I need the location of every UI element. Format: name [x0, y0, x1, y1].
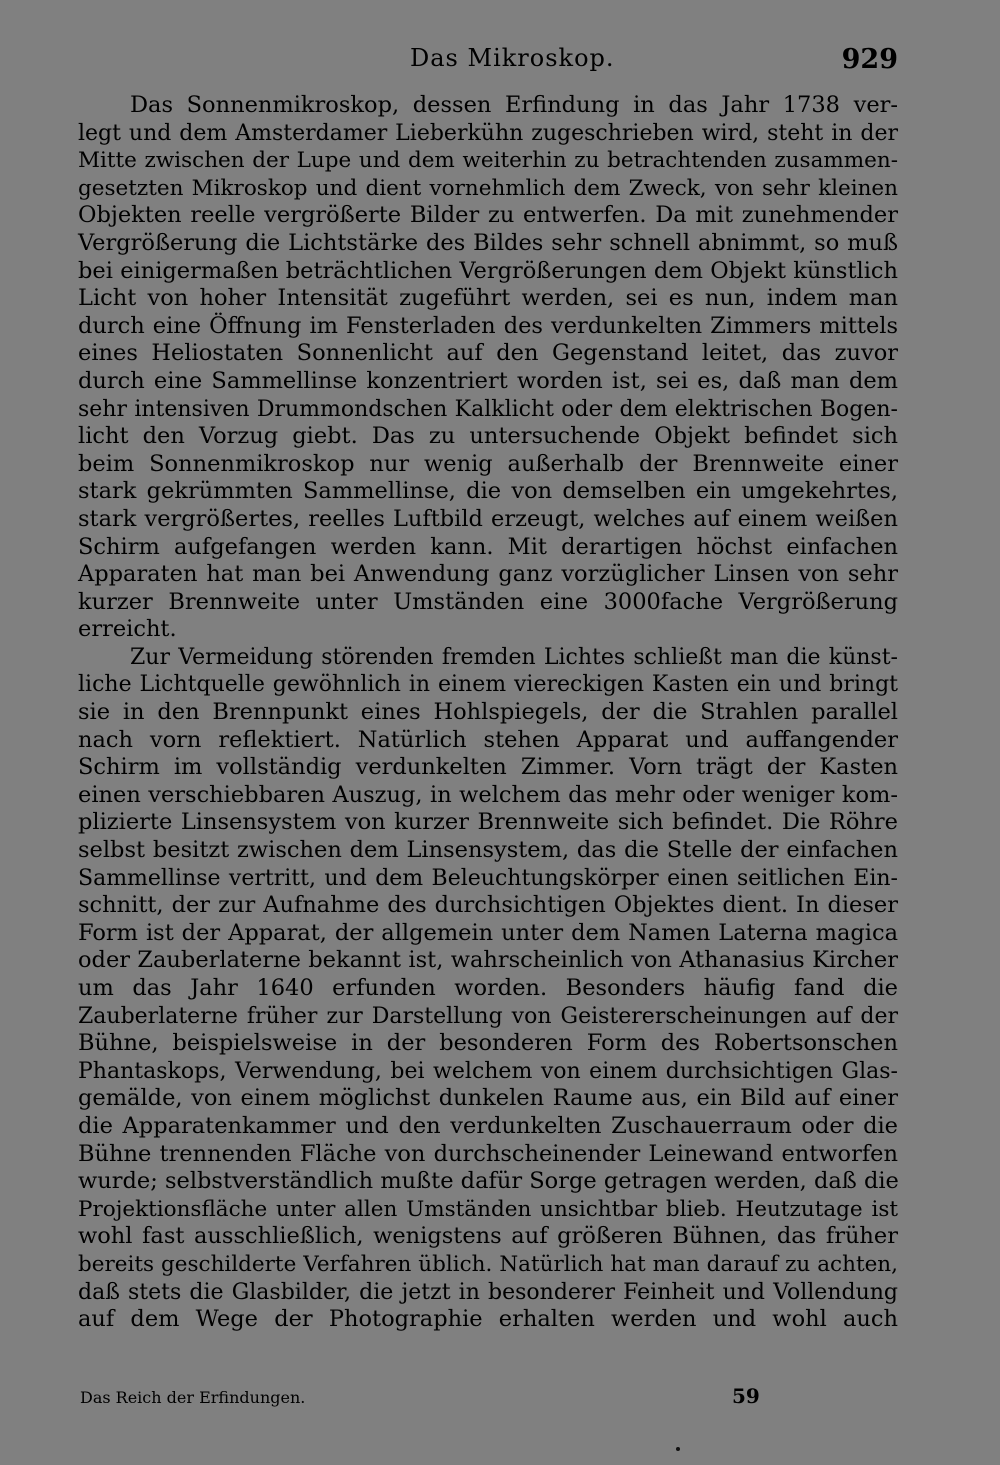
text-line: Licht von hoher Intensität zugeführt werden, sei es nun, indem man [78, 285, 898, 312]
text-line: legt und dem Amsterdamer Lieberkühn zugeschrieben wird, steht in der [78, 120, 898, 146]
text-line: einen verschiebbaren Auszug, in welchem das mehr oder weniger kom- [78, 781, 898, 808]
running-title: Das Mikroskop. [410, 44, 615, 72]
text-line: um das Jahr 1640 erfunden worden. Besonders häufig fand die [78, 975, 898, 1001]
page-footer [0, 1384, 1000, 1414]
text-line: wohl fast ausschließlich, wenigstens auf größeren Bühnen, das früher [78, 1223, 898, 1250]
running-head [0, 44, 1000, 84]
text-line: stark vergrößertes, reelles Luftbild erzeugt, welches auf einem weißen [78, 505, 898, 532]
text-line: gesetzten Mikroskop und dient vornehmlich dem Zweck, von sehr kleinen [78, 175, 898, 201]
speck-mark [676, 1447, 680, 1451]
text-line: Objekten reelle vergrößerte Bilder zu entwerfen. Da mit zunehmender [78, 202, 898, 229]
text-line: Projektionsfläche unter allen Umständen unsichtbar blieb. Heutzutage ist [78, 1196, 898, 1222]
text-line: durch eine Sammellinse konzentriert worden ist, sei es, daß man dem [78, 367, 898, 394]
text-line: stark gekrümmten Sammellinse, die von demselben ein umgekehrtes, [78, 478, 898, 505]
text-line: gemälde, von einem möglichst dunkelen Raume aus, ein Bild auf einer [78, 1085, 898, 1112]
signature-line: Das Reich der Erfindungen. [80, 1388, 306, 1407]
text-line: auf dem Wege der Photographie erhalten werden und wohl auch [78, 1306, 898, 1333]
text-line: durch eine Öffnung im Fensterladen des verdunkelten Zimmers mittels [78, 312, 898, 339]
text-line: bei einigermaßen beträchtlichen Vergrößerungen dem Objekt künstlich [78, 257, 898, 284]
text-line: licht den Vorzug giebt. Das zu untersuchende Objekt befindet sich [78, 423, 898, 450]
text-line: Bühne trennenden Fläche von durchscheinender Leinewand entworfen [78, 1140, 898, 1167]
text-line: Bühne, beispielsweise in der besonderen Form des Robertsonschen [78, 1030, 898, 1057]
text-line: Apparaten hat man bei Anwendung ganz vorzüglicher Linsen von sehr [78, 561, 898, 588]
page-number: 929 [841, 44, 898, 75]
text-line: plizierte Linsensystem von kurzer Brennweite sich befindet. Die Röhre [78, 809, 898, 836]
text-line: Vergrößerung die Lichtstärke des Bildes sehr schnell abnimmt, so muß [78, 229, 898, 256]
body-text [78, 92, 898, 1334]
sheet-number: 59 [732, 1384, 760, 1408]
text-line: oder Zauberlaterne bekannt ist, wahrscheinlich von Athanasius Kircher [78, 947, 898, 974]
text-line: sehr intensiven Drummondschen Kalklicht oder dem elektrischen Bogen- [78, 396, 898, 422]
paragraph-2 [78, 644, 898, 1334]
text-line: sie in den Brennpunkt eines Hohlspiegels, der die Strahlen parallel [78, 699, 898, 726]
paragraph-1 [78, 92, 898, 644]
text-line: eines Heliostaten Sonnenlicht auf den Gegenstand leitet, das zuvor [78, 340, 898, 367]
text-line: erreicht. [78, 616, 177, 643]
text-line: wurde; selbstverständlich mußte dafür Sorge getragen werden, daß die [78, 1168, 899, 1195]
text-line: Zauberlaterne früher zur Darstellung von Geistererscheinungen auf der [78, 1003, 898, 1029]
text-line: liche Lichtquelle gewöhnlich in einem viereckigen Kasten ein und bringt [78, 672, 898, 698]
text-line: Phantaskops, Verwendung, bei welchem von einem durchsichtigen Glas- [78, 1058, 898, 1084]
text-line: Form ist der Apparat, der allgemein unter dem Namen Laterna magica [78, 919, 898, 946]
text-line: Schirm aufgefangen werden kann. Mit derartigen höchst einfachen [78, 533, 898, 560]
text-line: beim Sonnenmikroskop nur wenig außerhalb der Brennweite einer [78, 450, 898, 477]
text-line: nach vorn reflektiert. Natürlich stehen Apparat und auffangender [78, 726, 898, 753]
text-line: bereits geschilderte Verfahren üblich. Natürlich hat man darauf zu achten, [78, 1251, 898, 1277]
text-line: Mitte zwischen der Lupe und dem weiterhin zu betrachtenden zusammen- [78, 148, 898, 174]
text-line: schnitt, der zur Aufnahme des durchsichtigen Objektes dient. In dieser [78, 892, 898, 919]
text-line: daß stets die Glasbilder, die jetzt in besonderer Feinheit und Vollendung [78, 1279, 898, 1305]
text-line: kurzer Brennweite unter Umständen eine 3000fache Vergrößerung [78, 588, 898, 615]
text-line: Sammellinse vertritt, und dem Beleuchtungskörper einen seitlichen Ein- [78, 865, 898, 891]
text-line: Das Sonnenmikroskop, dessen Erfindung in das Jahr 1738 ver- [130, 92, 898, 118]
text-line: die Apparatenkammer und den verdunkelten Zuschauerraum oder die [78, 1112, 898, 1139]
text-line: selbst besitzt zwischen dem Linsensystem, das die Stelle der einfachen [78, 837, 898, 864]
text-line: Schirm im vollständig verdunkelten Zimmer. Vorn trägt der Kasten [78, 754, 898, 781]
text-line: Zur Vermeidung störenden fremden Lichtes schließt man die künst- [130, 644, 898, 670]
